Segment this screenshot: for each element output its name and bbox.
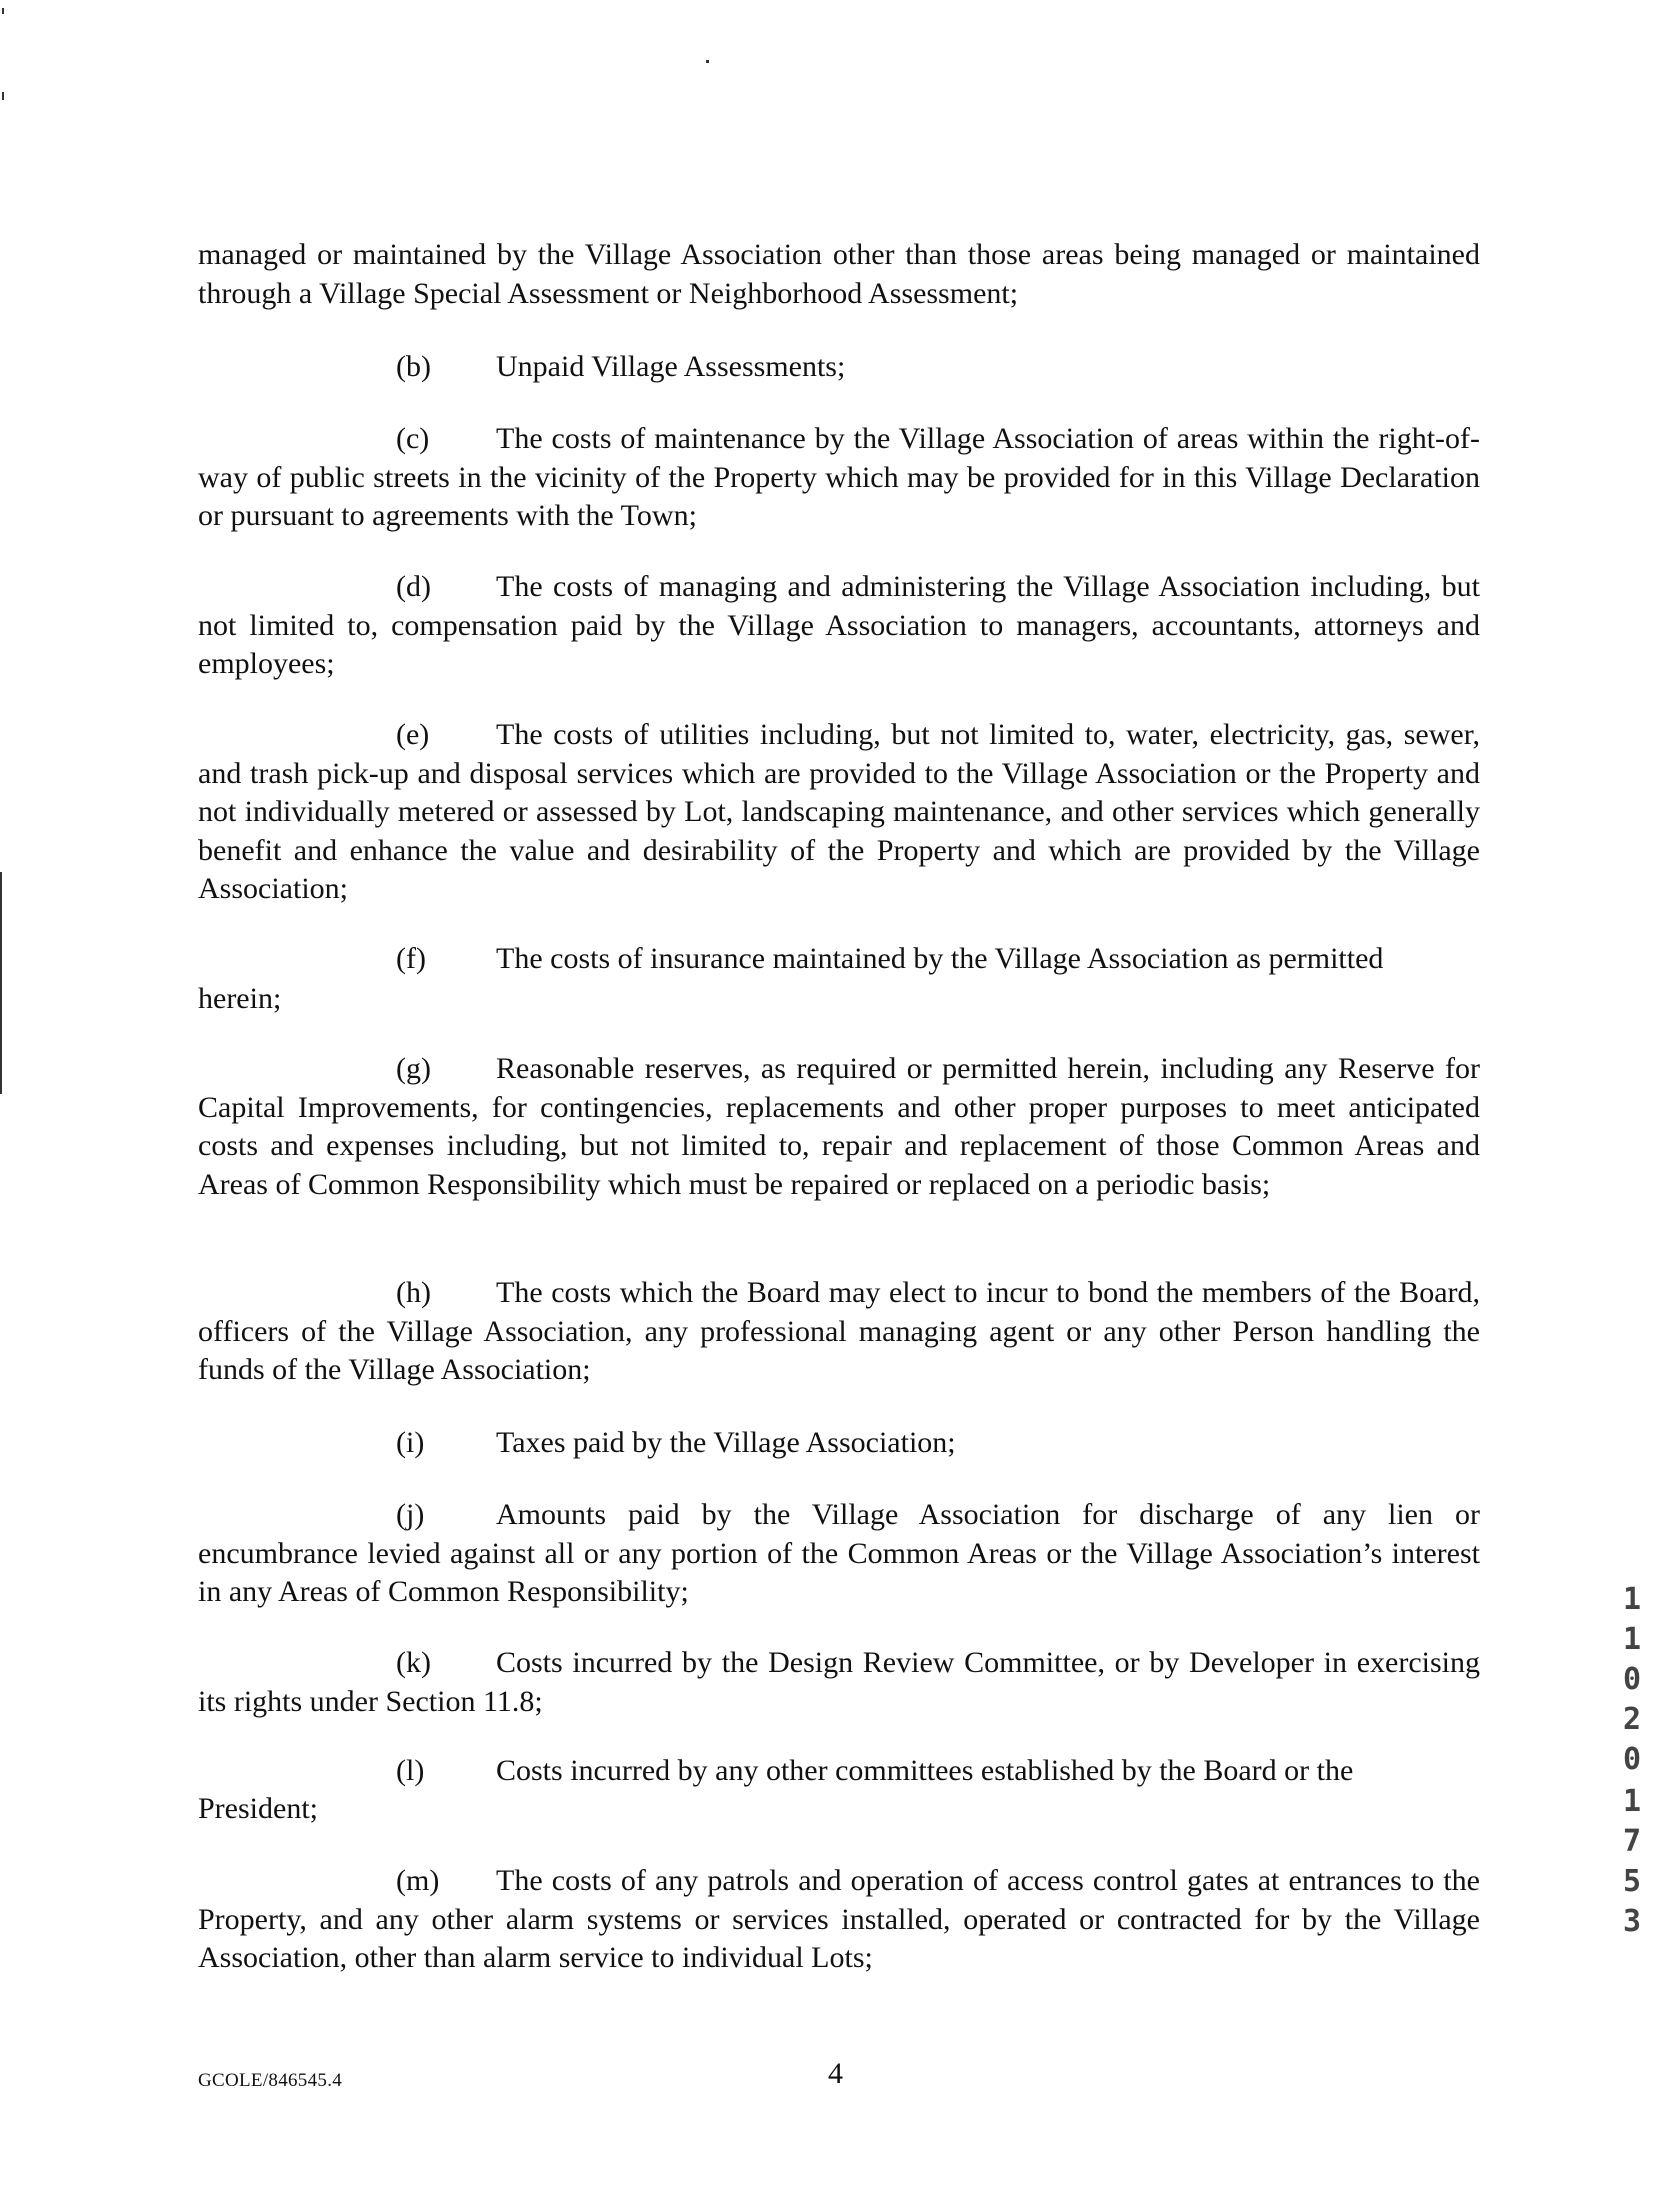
stamp-digit: 7 xyxy=(1622,1824,1642,1859)
item-d xyxy=(198,568,1480,684)
item-text: Taxes paid by the Village Association; xyxy=(496,1426,956,1459)
item-label: (b) xyxy=(396,350,431,383)
item-h xyxy=(198,1274,1480,1390)
stamp-digit: 2 xyxy=(1622,1702,1642,1737)
item-text: Unpaid Village Assessments; xyxy=(496,350,846,383)
item-l xyxy=(198,1752,1480,1791)
stamp-digit: 0 xyxy=(1622,1662,1642,1697)
item-label: (h) xyxy=(396,1276,431,1309)
item-label: (f) xyxy=(396,942,426,975)
item-j xyxy=(198,1496,1480,1612)
stamp-digit: 0 xyxy=(1622,1742,1642,1777)
item-f xyxy=(198,940,1480,979)
item-label: (e) xyxy=(396,718,430,751)
item-e xyxy=(198,716,1480,909)
item-label: (k) xyxy=(396,1646,431,1679)
item-label: (d) xyxy=(396,570,431,603)
scan-mark xyxy=(2,92,4,100)
document-id: GCOLE/846545.4 xyxy=(198,2070,343,2091)
item-text: The costs which the Board may elect to incur to bond the members of the Board, officers of the Village Association, any professional managing agent or any other Person handling the funds of the Village Association; xyxy=(198,1276,1480,1386)
item-text: The costs of maintenance by the Village Association of areas within the right-of-way of public streets in the vicinity of the Property which may be provided for in this Village Declaration or pursuant to agreements with the Town; xyxy=(198,422,1480,532)
item-label: (l) xyxy=(396,1754,425,1787)
item-b xyxy=(198,348,1480,387)
item-text: Costs incurred by the Design Review Committee, or by Developer in exercising its rights under Section 11.8; xyxy=(198,1646,1480,1718)
item-text: The costs of managing and administering the Village Association including, but not limited to, compensation paid by the Village Association to managers, accountants, attorneys and employees; xyxy=(198,570,1480,680)
page-number: 4 xyxy=(828,2057,843,2090)
item-text: The costs of utilities including, but not limited to, water, electricity, gas, sewer, and trash pick-up and disposal services which are provided to the Village Association or the Property and not individually metered or assessed by Lot, landscaping maintenance, and other services which generally benefit and enhance the value and desirability of the Property and which are provided by the Village Association; xyxy=(198,718,1480,905)
item-text: Reasonable reserves, as required or permitted herein, including any Reserve for Capital Improvements, for contingencies, replacements and other proper purposes to meet anticipated costs and expenses including, but not limited to, repair and replacement of those Common Areas and Areas of Common Responsibility which must be repaired or replaced on a periodic basis; xyxy=(198,1052,1480,1201)
item-label: (m) xyxy=(396,1864,440,1897)
stamp-digit: 3 xyxy=(1622,1904,1642,1939)
item-l-tail: President; xyxy=(198,1792,318,1825)
item-text: Costs incurred by any other committees established by the Board or the xyxy=(496,1754,1354,1787)
item-f-tail: herein; xyxy=(198,982,282,1015)
item-g xyxy=(198,1050,1480,1204)
item-m xyxy=(198,1862,1480,1978)
item-k xyxy=(198,1644,1480,1721)
scan-mark xyxy=(2,8,4,14)
item-label: (g) xyxy=(396,1052,431,1085)
stamp-digit: 1 xyxy=(1622,1622,1642,1657)
paragraph-text: managed or maintained by the Village Association other than those areas being managed or maintained through a Village Special Assessment or Neighborhood Assessment; xyxy=(198,238,1480,310)
stamp-digit: 5 xyxy=(1622,1864,1642,1899)
item-text: Amounts paid by the Village Association for discharge of any lien or encumbrance levied against all or any portion of the Common Areas or the Village Association’s interest in any Areas of Common Responsibility; xyxy=(198,1498,1480,1608)
item-text: The costs of any patrols and operation of access control gates at entrances to the Property, and any other alarm systems or services installed, operated or contracted for by the Village Association, other than alarm service to individual Lots; xyxy=(198,1864,1480,1974)
scan-bar xyxy=(0,872,2,1094)
paragraph-intro xyxy=(198,236,1480,313)
item-text: The costs of insurance maintained by the Village Association as permitted xyxy=(496,942,1384,975)
item-i xyxy=(198,1424,1480,1463)
item-label: (j) xyxy=(396,1498,425,1531)
margin-stamp-top xyxy=(1612,1580,1652,1780)
stamp-digit: 1 xyxy=(1622,1784,1642,1819)
stamp-digit: 1 xyxy=(1622,1582,1642,1617)
item-label: (i) xyxy=(396,1426,425,1459)
scan-mark xyxy=(706,60,709,63)
item-label: (c) xyxy=(396,422,430,455)
margin-stamp-bottom xyxy=(1612,1782,1652,1942)
item-c xyxy=(198,420,1480,536)
